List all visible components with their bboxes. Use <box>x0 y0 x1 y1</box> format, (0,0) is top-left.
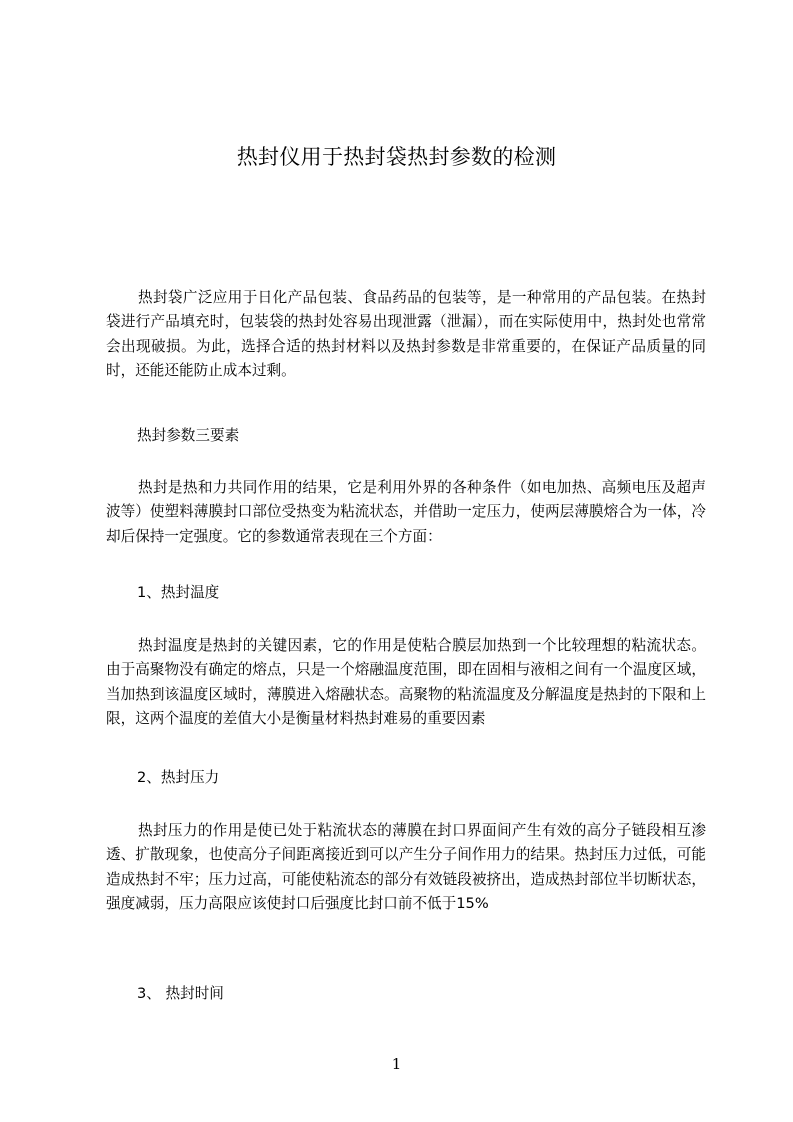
intro-paragraph: 热封袋广泛应用于日化产品包装、食品药品的包装等，是一种常用的产品包装。在热封袋进行产品填充时，包装袋的热封处容易出现泄露（泄漏），而在实际使用中，热封处也常常会出现破损。为此，选择合适的热封材料以及热封参数是非常重要的，在保证产品质量的同时，还能还能防止成本过剩。 <box>106 289 706 380</box>
page-number: 1 <box>391 1055 402 1073</box>
section-heading: 热封参数三要素 <box>137 427 240 444</box>
item2-heading: 2、热封压力 <box>137 769 220 786</box>
item1-heading: 1、热封温度 <box>137 584 220 601</box>
item2-paragraph: 热封压力的作用是使已处于粘流状态的薄膜在封口界面间产生有效的高分子链段相互渗透、扩散现象，也使高分子间距离接近到可以产生分子间作用力的结果。热封压力过低，可能造成热封不牢；压力过高，可能使粘流态的部分有效链段被挤出，造成热封部位半切断状态，强度减弱，压力高限应该使封口后强度比封口前不低于15% <box>106 822 706 913</box>
document-title: 热封仪用于热封袋热封参数的检测 <box>236 145 557 169</box>
section-paragraph: 热封是热和力共同作用的结果，它是利用外界的各种条件（如电加热、高频电压及超声波等）使塑料薄膜封口部位受热变为粘流状态，并借助一定压力，使两层薄膜熔合为一体，冷却后保持一定强度。它的参数通常表现在三个方面： <box>106 479 706 545</box>
item1-paragraph: 热封温度是热封的关键因素，它的作用是使粘合膜层加热到一个比较理想的粘流状态。由于高聚物没有确定的熔点，只是一个熔融温度范围，即在固相与液相之间有一个温度区域，当加热到该温度区域时，薄膜进入熔融状态。高聚物的粘流温度及分解温度是热封的下限和上限，这两个温度的差值大小是衡量材料热封难易的重要因素 <box>106 637 706 728</box>
item3-heading: 3、 热封时间 <box>137 985 224 1002</box>
